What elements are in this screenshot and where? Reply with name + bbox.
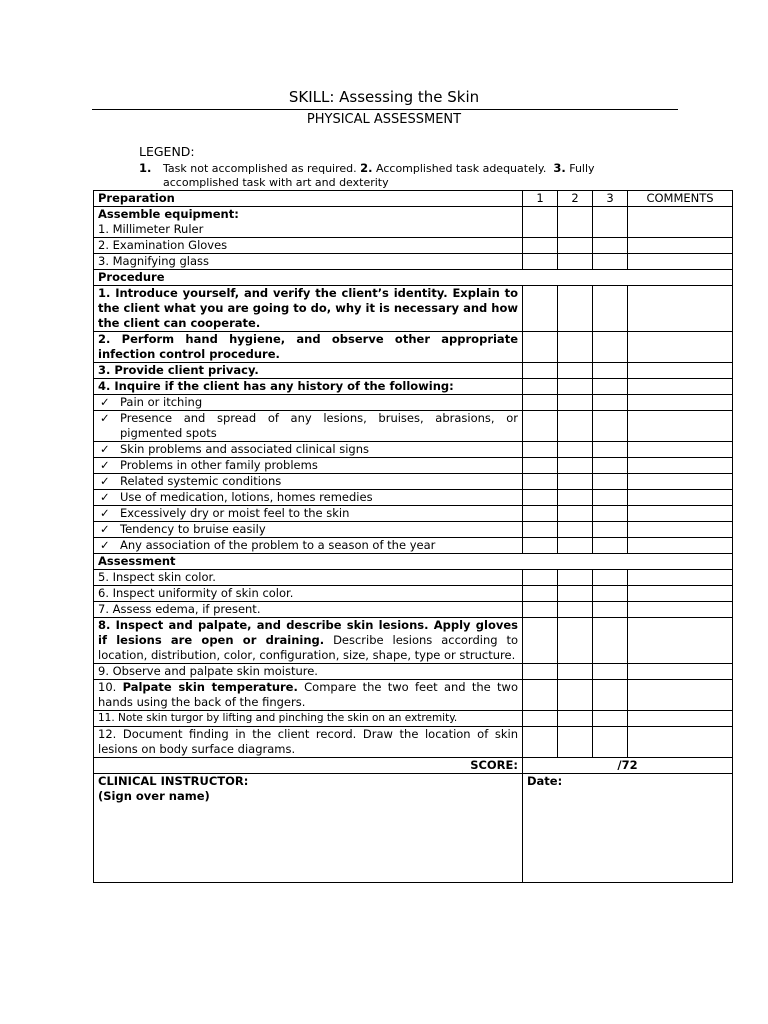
rating-cell[interactable]	[558, 207, 593, 238]
rating-cell[interactable]	[558, 664, 593, 680]
rating-cell[interactable]	[523, 458, 558, 474]
page-title: SKILL: Assessing the Skin	[288, 88, 480, 106]
rating-cell[interactable]	[558, 286, 593, 332]
check-icon: ✓	[100, 538, 110, 552]
rating-cell[interactable]	[523, 570, 558, 586]
history-item	[94, 490, 523, 506]
rating-cell[interactable]	[523, 602, 558, 618]
assessment-step-6: 6. Inspect uniformity of skin color.	[94, 586, 523, 602]
rating-cell[interactable]	[593, 490, 628, 506]
history-item	[94, 538, 523, 554]
rating-cell[interactable]	[593, 458, 628, 474]
column-header-3: 3	[593, 191, 628, 207]
rating-cell[interactable]	[558, 680, 593, 711]
rating-cell[interactable]	[523, 442, 558, 458]
column-header-1: 1	[523, 191, 558, 207]
rating-cell[interactable]	[523, 664, 558, 680]
table-row	[94, 379, 733, 395]
column-header-comments: COMMENTS	[628, 191, 733, 207]
comment-cell[interactable]	[628, 207, 733, 238]
assessment-step-9: 9. Observe and palpate skin moisture.	[94, 664, 523, 680]
procedure-step-4: 4. Inquire if the client has any history of the following:	[94, 379, 523, 395]
legend-text-3: Fully	[569, 162, 595, 175]
rating-cell[interactable]	[558, 618, 593, 664]
title-underline	[92, 109, 678, 110]
table-row	[94, 411, 733, 442]
table-row	[94, 570, 733, 586]
legend-num-3: 3.	[553, 161, 566, 175]
comment-cell[interactable]	[628, 570, 733, 586]
table-row	[94, 395, 733, 411]
rating-cell[interactable]	[558, 395, 593, 411]
rating-cell[interactable]	[523, 586, 558, 602]
history-item	[94, 474, 523, 490]
history-item-text: Pain or itching	[120, 395, 203, 409]
comment-cell[interactable]	[628, 286, 733, 332]
score-row	[94, 758, 733, 774]
comment-cell[interactable]	[628, 506, 733, 522]
rating-cell[interactable]	[558, 490, 593, 506]
legend-continuation: accomplished task with art and dexterity	[163, 176, 389, 189]
comment-cell[interactable]	[628, 379, 733, 395]
rating-cell[interactable]	[523, 727, 558, 758]
comment-cell[interactable]	[628, 680, 733, 711]
history-item-text: Related systemic conditions	[120, 474, 282, 488]
assessment-step-10-rest: Compare the two feet and the two hands using the back of the fingers.	[98, 680, 518, 709]
history-item-text: Tendency to bruise easily	[120, 522, 266, 536]
score-value[interactable]: /72	[523, 758, 733, 774]
history-item	[94, 395, 523, 411]
comment-cell[interactable]	[628, 602, 733, 618]
table-row	[94, 522, 733, 538]
signature-row	[94, 774, 733, 883]
table-row	[94, 664, 733, 680]
rating-cell[interactable]	[558, 538, 593, 554]
table-row	[94, 474, 733, 490]
history-item	[94, 411, 523, 442]
rating-cell[interactable]	[593, 395, 628, 411]
section-row	[94, 270, 733, 286]
rating-cell[interactable]	[593, 238, 628, 254]
legend-text-1: Task not accomplished as required.	[163, 162, 357, 175]
history-item-text: Any association of the problem to a season of the year	[120, 538, 436, 552]
rating-cell[interactable]	[593, 363, 628, 379]
table-row	[94, 286, 733, 332]
comment-cell[interactable]	[628, 238, 733, 254]
rating-cell[interactable]	[558, 474, 593, 490]
rating-cell[interactable]	[593, 618, 628, 664]
rating-cell[interactable]	[558, 379, 593, 395]
history-item-text: Excessively dry or moist feel to the skin	[120, 506, 350, 520]
rating-cell[interactable]	[523, 474, 558, 490]
equipment-item: 3. Magnifying glass	[94, 254, 523, 270]
legend-title: LEGEND:	[139, 144, 195, 159]
rating-cell[interactable]	[558, 363, 593, 379]
table-row	[94, 586, 733, 602]
page-subtitle: PHYSICAL ASSESSMENT	[306, 112, 462, 127]
rating-cell[interactable]	[593, 207, 628, 238]
rating-cell[interactable]	[523, 490, 558, 506]
rating-cell[interactable]	[593, 411, 628, 442]
table-row	[94, 238, 733, 254]
table-row	[94, 680, 733, 711]
procedure-step-3: 3. Provide client privacy.	[94, 363, 523, 379]
rating-cell[interactable]	[523, 506, 558, 522]
history-item	[94, 522, 523, 538]
rating-cell[interactable]	[593, 442, 628, 458]
check-icon: ✓	[100, 395, 110, 409]
rating-cell[interactable]	[523, 711, 558, 727]
comment-cell[interactable]	[628, 522, 733, 538]
section-procedure: Procedure	[94, 270, 733, 286]
rating-cell[interactable]	[558, 238, 593, 254]
comment-cell[interactable]	[628, 727, 733, 758]
instructor-sub-label: (Sign over name)	[98, 789, 210, 803]
check-icon: ✓	[100, 474, 110, 488]
check-icon: ✓	[100, 522, 110, 536]
rating-cell[interactable]	[593, 254, 628, 270]
rating-cell[interactable]	[558, 522, 593, 538]
assessment-step-8-rest: Describe lesions according to location, distribution, color, configuration, size, shape, type or structure.	[98, 633, 518, 662]
rating-cell[interactable]	[523, 238, 558, 254]
comment-cell[interactable]	[628, 411, 733, 442]
table-row	[94, 207, 733, 238]
instructor-cell[interactable]	[94, 774, 523, 883]
rating-cell[interactable]	[558, 442, 593, 458]
rating-cell[interactable]	[558, 570, 593, 586]
date-cell[interactable]	[523, 774, 733, 883]
rating-cell[interactable]	[558, 602, 593, 618]
rating-cell[interactable]	[593, 570, 628, 586]
comment-cell[interactable]	[628, 538, 733, 554]
rating-cell[interactable]	[593, 586, 628, 602]
assessment-step-10-bold: Palpate skin temperature.	[122, 680, 298, 694]
comment-cell[interactable]	[628, 586, 733, 602]
section-row	[94, 554, 733, 570]
rating-cell[interactable]	[523, 411, 558, 442]
assessment-step-10-num: 10.	[98, 680, 123, 694]
rating-cell[interactable]	[593, 538, 628, 554]
rating-cell[interactable]	[523, 618, 558, 664]
assessment-step-5: 5. Inspect skin color.	[94, 570, 523, 586]
check-icon: ✓	[100, 490, 110, 504]
section-preparation: Preparation	[94, 191, 523, 207]
instructor-label: CLINICAL INSTRUCTOR:	[98, 774, 249, 788]
check-icon: ✓	[100, 506, 110, 520]
history-item-text: Skin problems and associated clinical signs	[120, 442, 369, 456]
skill-checklist-table	[93, 190, 733, 883]
history-item-text: Problems in other family problems	[120, 458, 318, 472]
rating-cell[interactable]	[523, 363, 558, 379]
rating-cell[interactable]	[593, 332, 628, 363]
rating-cell[interactable]	[558, 711, 593, 727]
assessment-step-12: 12. Document finding in the client record. Draw the location of skin lesions on body surface diagrams.	[94, 727, 523, 758]
table-row	[94, 458, 733, 474]
rating-cell[interactable]	[593, 711, 628, 727]
table-row	[94, 442, 733, 458]
rating-cell[interactable]	[523, 522, 558, 538]
comment-cell[interactable]	[628, 474, 733, 490]
rating-cell[interactable]	[523, 538, 558, 554]
comment-cell[interactable]	[628, 618, 733, 664]
comment-cell[interactable]	[628, 490, 733, 506]
rating-cell[interactable]	[523, 207, 558, 238]
rating-cell[interactable]	[523, 286, 558, 332]
rating-cell[interactable]	[523, 395, 558, 411]
history-item	[94, 458, 523, 474]
rating-cell[interactable]	[523, 680, 558, 711]
equipment-item: 2. Examination Gloves	[94, 238, 523, 254]
procedure-step-2: 2. Perform hand hygiene, and observe other appropriate infection control procedure.	[94, 332, 523, 363]
rating-cell[interactable]	[558, 506, 593, 522]
comment-cell[interactable]	[628, 254, 733, 270]
rating-cell[interactable]	[558, 458, 593, 474]
history-item-text: Use of medication, lotions, homes remedies	[120, 490, 373, 504]
table-row	[94, 602, 733, 618]
column-header-2: 2	[558, 191, 593, 207]
table-row	[94, 618, 733, 664]
score-label: SCORE:	[94, 758, 523, 774]
comment-cell[interactable]	[628, 458, 733, 474]
rating-cell[interactable]	[593, 474, 628, 490]
check-icon: ✓	[100, 411, 110, 425]
rating-cell[interactable]	[558, 254, 593, 270]
table-row	[94, 538, 733, 554]
table-row	[94, 727, 733, 758]
history-item-text: Presence and spread of any lesions, bruises, abrasions, or pigmented spots	[120, 411, 518, 440]
table-row	[94, 332, 733, 363]
equipment-cell	[94, 207, 523, 238]
rating-cell[interactable]	[523, 254, 558, 270]
rating-cell[interactable]	[523, 379, 558, 395]
equipment-item: 1. Millimeter Ruler	[98, 222, 204, 236]
table-row	[94, 254, 733, 270]
table-row	[94, 490, 733, 506]
table-row	[94, 506, 733, 522]
legend-num-1: 1.	[139, 161, 152, 175]
check-icon: ✓	[100, 458, 110, 472]
assessment-step-8-bold: 8. Inspect and palpate, and describe skin lesions. Apply gloves if lesions are open or draining.	[98, 618, 518, 647]
table-row	[94, 711, 733, 727]
history-item	[94, 506, 523, 522]
comment-cell[interactable]	[628, 442, 733, 458]
table-row	[94, 363, 733, 379]
rating-cell[interactable]	[523, 332, 558, 363]
procedure-step-1: 1. Introduce yourself, and verify the client’s identity. Explain to the client what you are going to do, why it is necessary and how the client can cooperate.	[94, 286, 523, 332]
rating-cell[interactable]	[593, 727, 628, 758]
rating-cell[interactable]	[558, 332, 593, 363]
equipment-title: Assemble equipment:	[98, 207, 239, 221]
comment-cell[interactable]	[628, 363, 733, 379]
comment-cell[interactable]	[628, 664, 733, 680]
legend-line	[139, 161, 595, 175]
rating-cell[interactable]	[593, 506, 628, 522]
comment-cell[interactable]	[628, 332, 733, 363]
comment-cell[interactable]	[628, 395, 733, 411]
legend-num-2: 2.	[360, 161, 373, 175]
assessment-step-7: 7. Assess edema, if present.	[94, 602, 523, 618]
comment-cell[interactable]	[628, 711, 733, 727]
assessment-step-8	[94, 618, 523, 664]
rating-cell[interactable]	[593, 379, 628, 395]
date-label: Date:	[527, 774, 563, 788]
rating-cell[interactable]	[593, 664, 628, 680]
rating-cell[interactable]	[593, 602, 628, 618]
header-row	[94, 191, 733, 207]
assessment-step-11: 11. Note skin turgor by lifting and pinching the skin on an extremity.	[94, 711, 523, 727]
legend-text-2: Accomplished task adequately.	[376, 162, 547, 175]
history-item	[94, 442, 523, 458]
rating-cell[interactable]	[558, 727, 593, 758]
check-icon: ✓	[100, 442, 110, 456]
rating-cell[interactable]	[593, 680, 628, 711]
rating-cell[interactable]	[558, 586, 593, 602]
rating-cell[interactable]	[593, 522, 628, 538]
assessment-step-10	[94, 680, 523, 711]
section-assessment: Assessment	[94, 554, 733, 570]
rating-cell[interactable]	[558, 411, 593, 442]
rating-cell[interactable]	[593, 286, 628, 332]
